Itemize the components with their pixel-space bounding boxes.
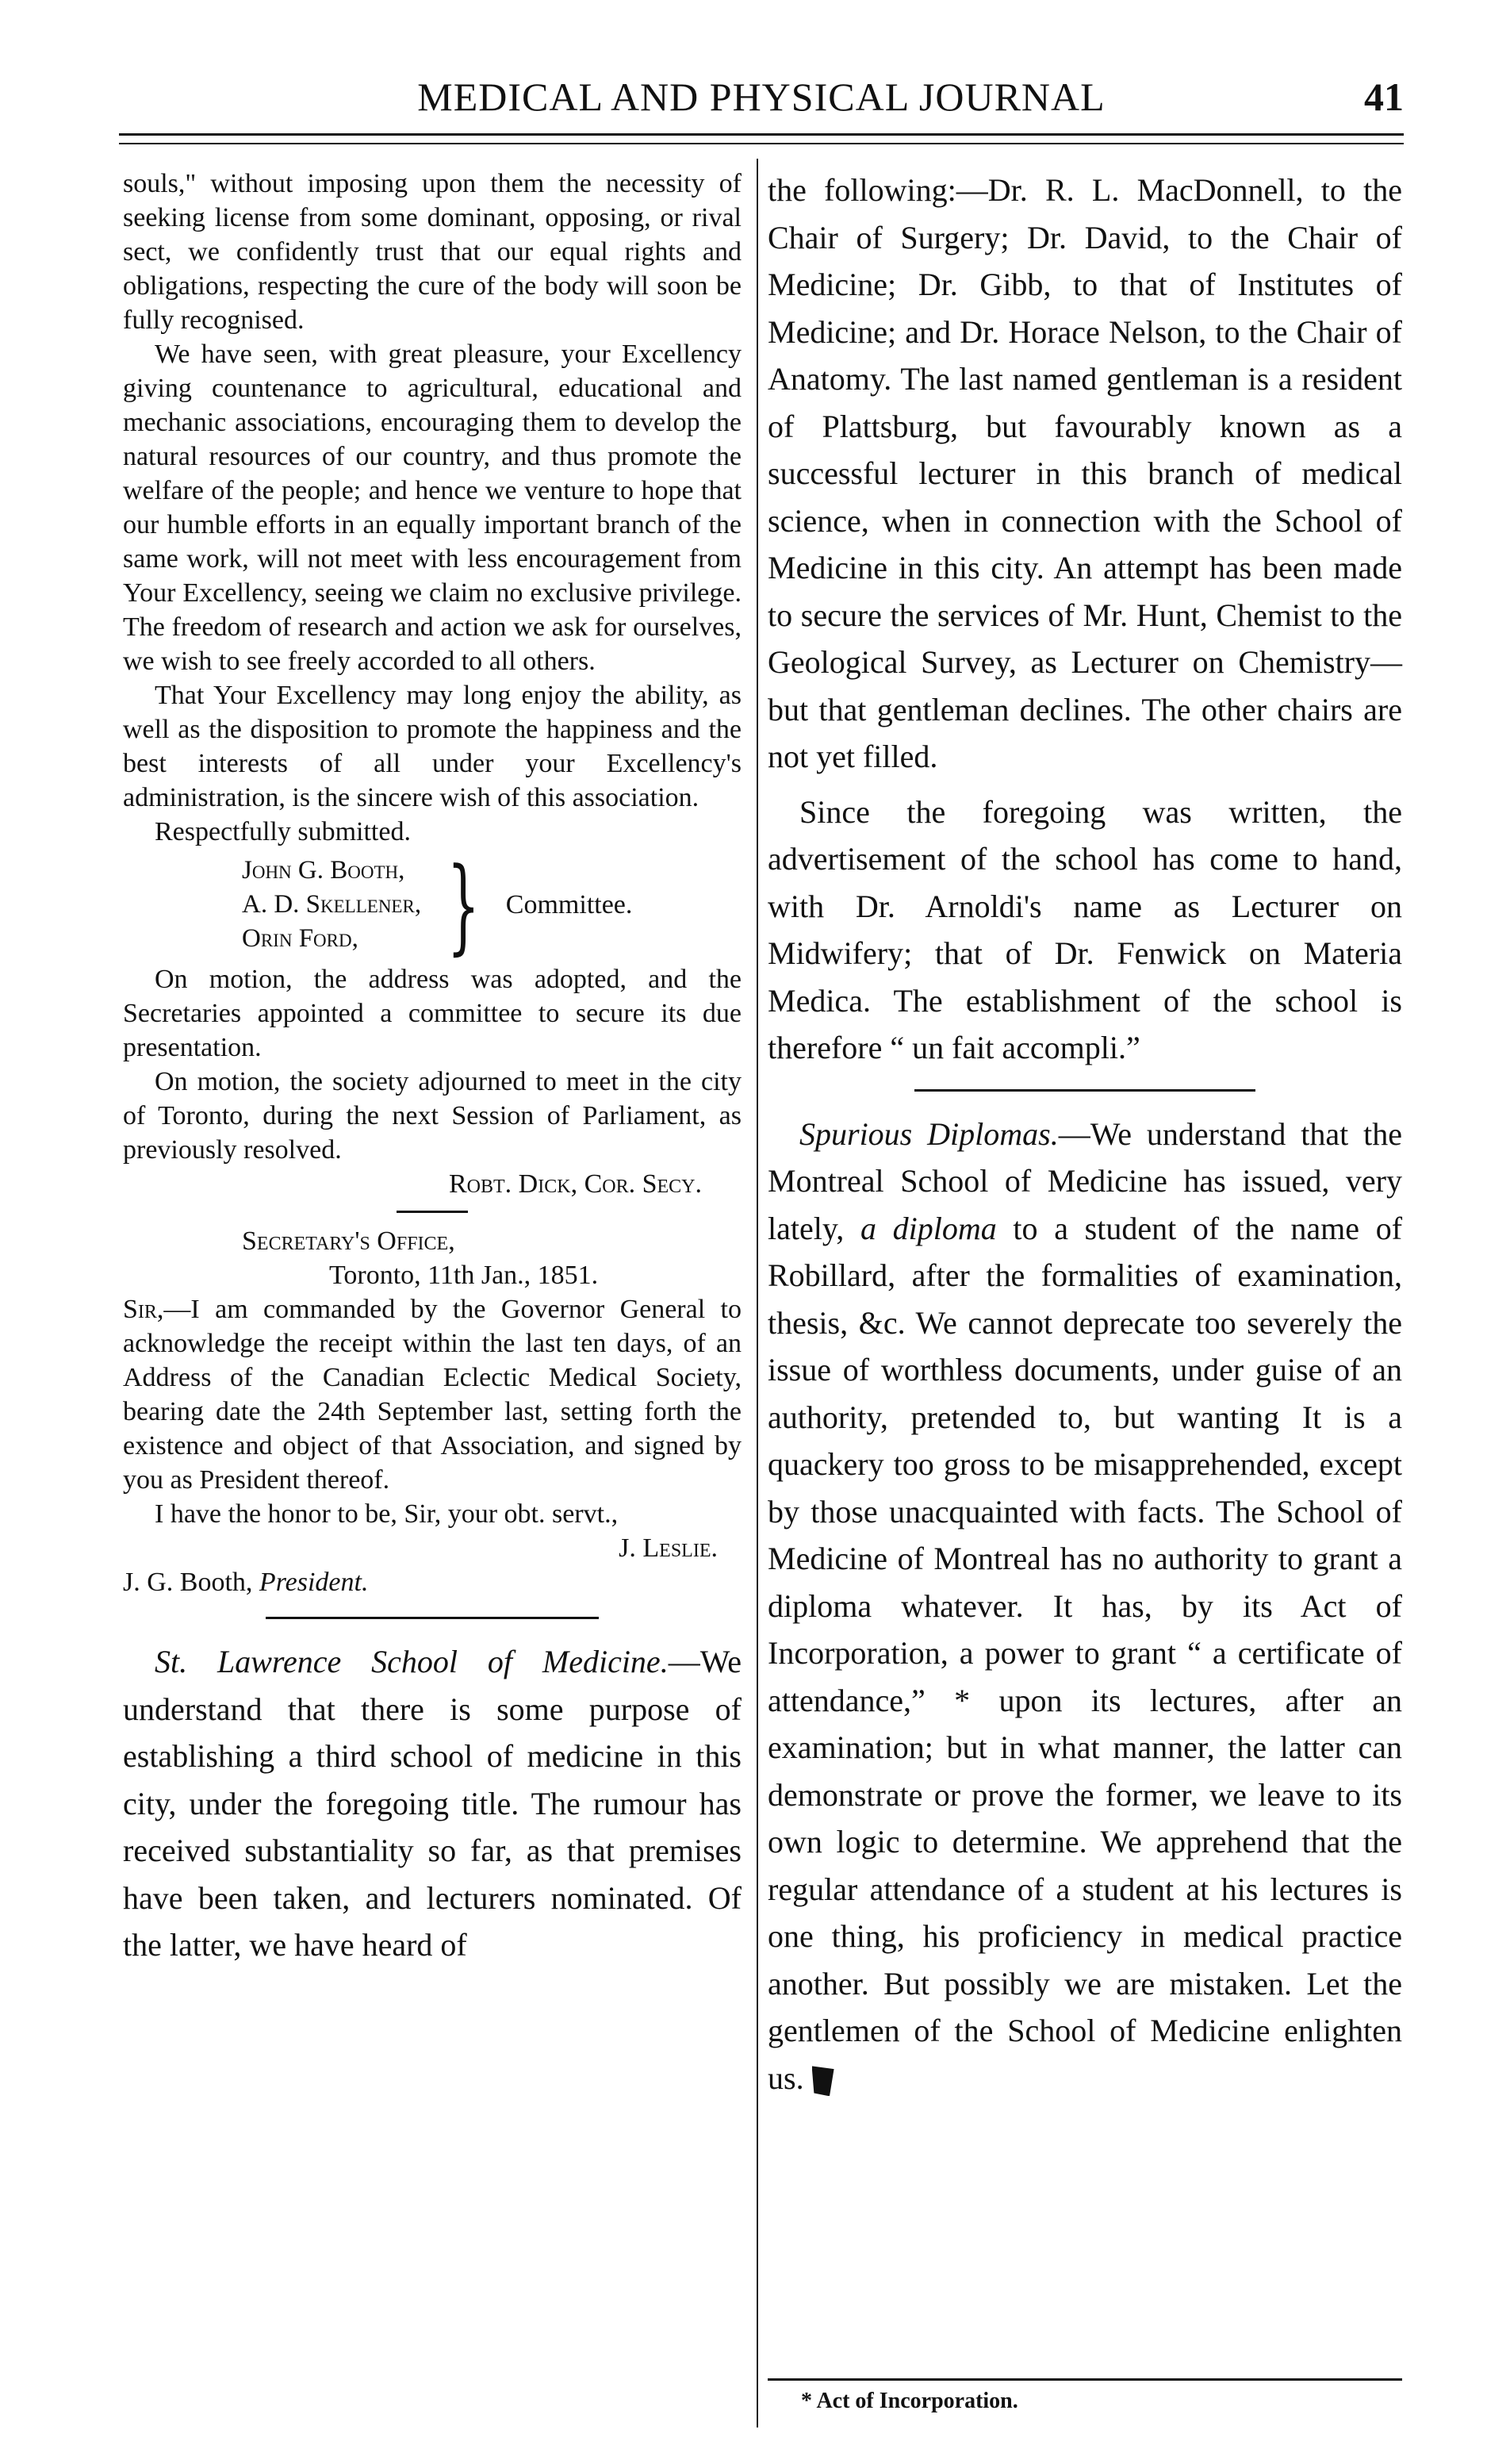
secretary-office: Secretary's Office, — [242, 1226, 455, 1256]
spurious-title: Spurious Diplomas. — [799, 1115, 1059, 1152]
left-paragraph-3: That Your Excellency may long enjoy the ability, as well as the disposition to promote the happiness and the best interests of all under your Excellency's administration, is the sincere wish of this association. — [123, 681, 742, 812]
page-number: 41 — [1364, 75, 1404, 119]
signature-dick: Robt. Dick, Cor. Secy. — [449, 1169, 702, 1199]
right-paragraph-1: the following:—Dr. R. L. MacDonnell, to the Chair of Surgery; Dr. David, to the Chair of Medicine; Dr. Gibb, to that of Institutes of Medicine; and Dr. Horace Nelson, to the Chair of Anatomy. The last named gentleman is a resident of Plattsburg, but favourably known as a successful lecturer in this branch of medical science, when in connection with the School of Medicine in this city. An attempt has been made to secure the services of Mr. Hunt, Chemist to the Geological Survey, as Lecturer on Chemistry—but that gentleman declines. The other chairs are not yet filled. — [768, 172, 1402, 774]
committee-member: Orin Ford, — [242, 924, 358, 953]
letter-body — [123, 1292, 742, 1497]
spurious-text-a: —We understand that the Montreal School of Medicine has issued, very lately, — [768, 1115, 1402, 1246]
section-rule — [397, 1211, 468, 1213]
printer-mark-icon — [812, 2066, 834, 2096]
right-column — [768, 167, 1402, 2101]
left-column — [123, 167, 742, 1969]
office-date: Toronto, 11th Jan., 1851. — [329, 1261, 599, 1290]
header-rule-bottom — [119, 143, 1404, 144]
committee-block — [242, 844, 742, 965]
page-header — [119, 73, 1404, 129]
left-paragraph-5: On motion, the society adjourned to meet in the city of Toronto, during the next Session of Parliament, as previously resolved. — [123, 1067, 742, 1165]
committee-label: Committee. — [505, 889, 633, 919]
committee-member: A. D. Skellener, — [242, 890, 422, 919]
st-lawrence-title: St. Lawrence School of Medicine. — [155, 1644, 669, 1679]
committee-names — [242, 854, 421, 956]
addressee-title: President. — [259, 1568, 369, 1597]
signature-leslie: J. Leslie. — [619, 1533, 718, 1563]
left-paragraph-2: We have seen, with great pleasure, your Excellency giving countenance to agricultural, educational and mechanic associations, encouraging them to develop the natural resources of our country, and thus promote the welfare of the people; and hence we venture to hope that our humble efforts in an equally important branch of the same work, will not meet with less encouragement from Your Excellency, seeing we claim no exclusive privilege. The freedom of research and action we ask for ourselves, we wish to see freely accorded to all others. — [123, 340, 742, 676]
committee-member: John G. Booth, — [242, 856, 405, 885]
st-lawrence-text: —We understand that there is some purpose of establishing a third school of medicine in this city, under the foregoing title. The rumour has received substantiality so far, as that premises have been taken, and lecturers nominated. Of the latter, we have heard of — [123, 1644, 742, 1963]
footnote: * Act of Incorporation. — [801, 2389, 1018, 2413]
left-paragraph-1: souls," without imposing upon them the necessity of seeking license from some dominant, opposing, or rival sect, we confidently trust that our equal rights and obligations, respecting the cure of the body will soon be fully recognised. — [123, 169, 742, 335]
section-rule — [914, 1089, 1255, 1092]
spurious-italic: a diploma — [860, 1210, 997, 1246]
header-rule-top — [119, 133, 1404, 136]
respectfully-submitted: Respectfully submitted. — [155, 817, 411, 846]
addressee-name: J. G. Booth, — [123, 1568, 253, 1597]
letter-text: —I am commanded by the Governor General to acknowledge the receipt within the last ten days, of an Address of the Canadian Eclectic Medical Society, bearing date the 24th September last, setting forth the existence and object of that Association, and signed by you as President thereof. — [123, 1295, 742, 1495]
right-paragraph-2: Since the foregoing was written, the advertisement of the school has come to hand, with Dr. Arnoldi's name as Lecturer on Midwifery; that of Dr. Fenwick on Materia Medica. The establishment of the school is therefore “ un fait accompli.” — [768, 793, 1402, 1065]
st-lawrence-article — [123, 1638, 742, 1969]
spurious-text-b: to a student of the name of Robillard, after the formalities of examination, thesis, &c. We cannot deprecate too severely the issue of worthless documents, under guise of an authority, pretended to, but wanting It is a quackery too gross to be misapprehended, except by those unacquainted with facts. The School of Medicine of Montreal has no authority to grant a diploma whatever. It has, by its Act of Incorporation, a power to grant “ a certificate of attendance,” * upon its lectures, after an examination; but in what manner, the latter can demonstrate or prove the former, we leave to its own logic to determine. We apprehend that the regular attendance of a student at his lectures is one thing, his proficiency in medical practice another. But possibly we are mistaken. Let the gentlemen of the School of Medicine enlighten us. — [768, 1210, 1403, 2096]
journal-title: MEDICAL AND PHYSICAL JOURNAL — [417, 75, 1106, 119]
column-divider — [757, 159, 758, 2428]
letter-salutation: Sir, — [123, 1295, 164, 1324]
left-paragraph-4: On motion, the address was adopted, and the Secretaries appointed a committee to secure its due presentation. — [123, 965, 742, 1062]
spurious-diplomas-article — [768, 1111, 1402, 2102]
brace-glyph: } — [446, 844, 481, 965]
letter-close: I have the honor to be, Sir, your obt. servt., — [155, 1499, 619, 1529]
footnote-rule — [768, 2378, 1402, 2381]
addressee — [123, 1565, 742, 1599]
section-rule — [266, 1617, 599, 1619]
